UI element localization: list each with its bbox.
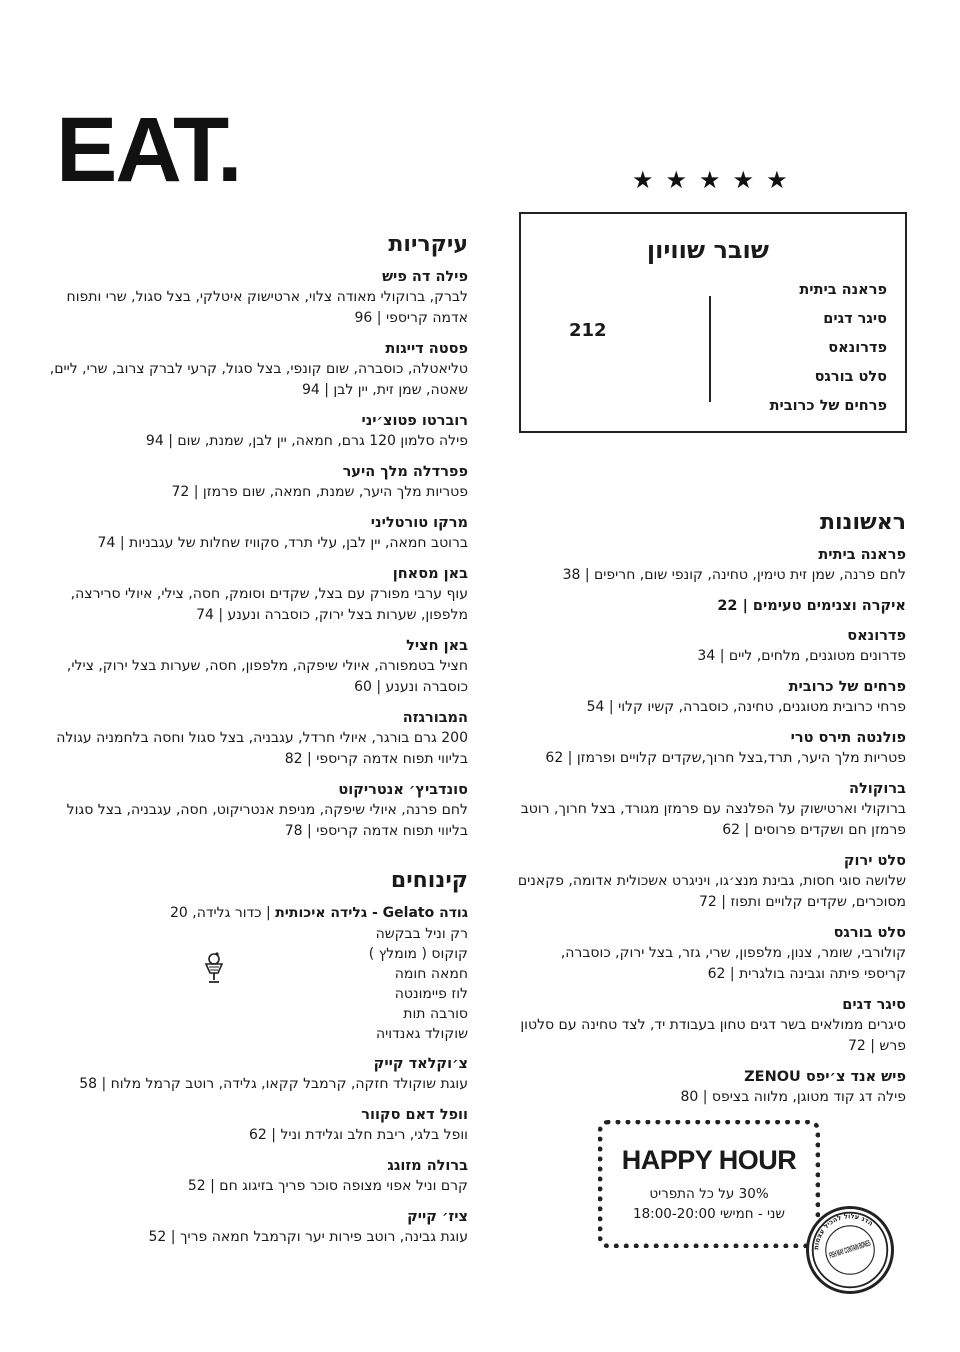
combo-price: 212 <box>569 320 607 341</box>
item-name: סלט ירוק <box>843 853 906 869</box>
menu-item <box>48 267 468 329</box>
combo-item: פדרונאס <box>828 340 887 356</box>
item-desc: פרחי כרובית מטוגנים, טחינה, כוסברה, קשיו קלוי | 54 <box>586 699 906 715</box>
gelato-flavor: רק וניל בבקשה <box>375 926 468 942</box>
menu-item <box>516 995 906 1057</box>
combo-item: פראנה ביתית <box>799 282 887 298</box>
combo-box <box>519 212 907 433</box>
badge-ring-text: הדג עלול להכיל עצמות <box>812 1212 875 1251</box>
item-desc: קרם וניל אפוי מצופה סוכר פריך בזיגוג חם | 52 <box>187 1178 468 1194</box>
rating-stars: ★★★★★ <box>632 166 800 194</box>
item-desc: שלושה סוגי חסות, גבינת מנצ׳גו, ויניגרט אשכולית אדומה, פקאנים מסוכרים, שקדים קלויים ותפוז | 72 <box>517 873 906 910</box>
item-desc: לחם פרנה, איולי שיפקה, מניפת אנטריקוט, חסה, עגבניה, בצל סגול בליווי תפוח אדמה קריספי | 78 <box>66 802 468 839</box>
item-name: רוברטו פטוצ׳יני <box>361 413 468 429</box>
combo-divider <box>709 296 711 402</box>
menu-item <box>516 677 906 718</box>
gelato-flavor: שוקולד גאנדויה <box>376 1026 468 1042</box>
combo-item: סיגר דגים <box>823 311 887 327</box>
item-name: סלט בורגס <box>833 925 906 941</box>
menu-item <box>48 513 468 554</box>
menu-item <box>516 851 906 913</box>
right-column <box>516 510 906 1118</box>
gelato-flavors <box>48 924 468 1044</box>
menu-item <box>48 1207 468 1248</box>
happy-hour-title: HAPPY HOUR <box>621 1145 797 1175</box>
item-name: צ׳וקלאד קייק <box>373 1056 468 1072</box>
menu-item <box>516 779 906 841</box>
menu-item <box>48 564 468 626</box>
item-desc: ברוטב חמאה, יין לבן, עלי תרד, סקוויז שחלות של עגבניות | 74 <box>97 535 468 551</box>
gelato-name: גודה Gelato - גלידה איכותית <box>275 905 468 921</box>
logo: EAT. <box>56 99 241 201</box>
item-name: מרקו טורטליני <box>370 515 468 531</box>
item-name: פילה דה פיש <box>382 269 468 285</box>
item-name: ציז׳ קייק <box>407 1209 468 1225</box>
menu-item <box>48 708 468 770</box>
item-name: המבורגזה <box>402 710 468 726</box>
item-name: באן חציל <box>406 638 468 654</box>
menu-item <box>48 1156 468 1197</box>
item-name: פראנה ביתית <box>818 547 906 563</box>
happy-hour-discount: 30% על כל התפריט <box>649 1186 769 1202</box>
item-name: פרחים של כרובית <box>788 679 906 695</box>
item-name: פפרדלה מלך היער <box>342 464 468 480</box>
item-name: וופל דאם סקוור <box>361 1107 468 1123</box>
item-name: פולנטה תירס טרי <box>790 730 906 746</box>
happy-hour-hours: שני - חמישי 18:00-20:00 <box>632 1206 785 1222</box>
menu-item <box>516 1067 906 1108</box>
fish-bones-badge-icon <box>806 1206 894 1294</box>
item-name: פסטה דייגות <box>385 341 468 357</box>
happy-hour-box <box>598 1120 820 1248</box>
desserts-title: קינוחים <box>390 868 468 893</box>
menu-item <box>48 636 468 698</box>
menu-item <box>48 339 468 401</box>
item-desc: 200 גרם בורגר, איולי חרדל, עגבניה, בצל סגול וחסה בלחמניה עגולה בליווי תפוח אדמה קריספי | 82 <box>56 730 468 767</box>
item-desc: לברק, ברוקולי מאודה צלוי, ארטישוק איטלקי, בצל סגול, שרי ותפוח אדמה קריספי | 96 <box>66 289 468 326</box>
item-desc: פדרונים מטוגנים, מלחים, ליים | 34 <box>697 648 906 664</box>
menu-item <box>516 626 906 667</box>
starters-title: ראשונות <box>819 510 906 535</box>
menu-item <box>516 728 906 769</box>
item-desc: עוף ערבי מפורק עם בצל, שקדים וסומק, חסה, צילי, איולי סרירצה, מלפפון, שערות בצל ירוק, כוסברה ונענע | 74 <box>70 586 468 623</box>
item-desc: ברוקולי וארטישוק על הפלנצה עם פרמזן מגורד, בצל חרוך, רוטב פרמזן חם ושקדים פרוסים | 62 <box>520 801 906 838</box>
item-name: ברולה מזוגג <box>387 1158 468 1174</box>
item-desc: עוגת גבינה, רוטב פירות יער וקרמבל חמאה פריך | 52 <box>148 1229 468 1245</box>
left-column <box>48 232 468 1258</box>
item-desc: פטריות מלך היער, תרד,בצל חרוך,שקדים קלויים ופרמזן | 62 <box>545 750 906 766</box>
item-desc: פטריות מלך היער, שמנת, חמאה, שום פרמזן | 72 <box>171 484 468 500</box>
mains-title: עיקריות <box>388 232 468 257</box>
item-name: באן מסאחן <box>392 566 468 582</box>
item-name: איקרה וצנימים טעימים | 22 <box>717 598 906 614</box>
item-desc: סיגרים ממולאים בשר דגים טחון בעבודת יד, לצד טחינה עם סלטון פרש | 72 <box>520 1017 906 1054</box>
menu-item <box>516 545 906 586</box>
gelato-flavor: סורבה תות <box>403 1006 468 1022</box>
menu-item <box>48 780 468 842</box>
menu-item <box>48 411 468 452</box>
item-desc: פילה סלמון 120 גרם, חמאה, יין לבן, שמנת, שום | 94 <box>145 433 468 449</box>
menu-item <box>516 923 906 985</box>
menu-item <box>48 1054 468 1095</box>
item-desc: טליאטלה, כוסברה, שום קונפי, בצל סגול, קרעי לברק צרוב, שרי, ליים, שאטה, שמן זית, יין לבן | 94 <box>49 361 468 398</box>
menu-item <box>48 462 468 503</box>
gelato-flavor: קוקוס ( מומלץ ) <box>368 946 468 962</box>
item-name: פיש אנד צ׳יפס ZENOU <box>744 1069 906 1085</box>
item-desc: חציל בטמפורה, איולי שיפקה, מלפפון, חסה, שערות בצל ירוק, צילי, כוסברה ונענע | 60 <box>66 658 468 695</box>
combo-item: סלט בורגס <box>814 369 887 385</box>
gelato-header <box>48 903 468 924</box>
item-name: פדרונאס <box>847 628 906 644</box>
combo-list <box>770 276 887 421</box>
gelato-flavor: חמאה חומה <box>394 966 468 982</box>
combo-item: פרחים של כרובית <box>769 398 887 414</box>
item-name: ברוקולה <box>849 781 906 797</box>
item-desc: קולורבי, שומר, צנון, מלפפון, שרי, גזר, בצל ירוק, כוסברה, קריספי פיתה וגבינה בולגרית | 62 <box>560 945 906 982</box>
ice-cream-sundae-icon <box>203 951 225 985</box>
item-desc: פילה דג קוד מטוגן, מלווה בציפס | 80 <box>680 1089 906 1105</box>
gelato-price: | כדור גלידה, 20 <box>170 905 271 921</box>
menu-item <box>516 596 906 616</box>
item-name: סיגר דגים <box>842 997 906 1013</box>
item-desc: וופל בלגי, ריבת חלב וגלידת וניל | 62 <box>249 1127 468 1143</box>
gelato-item <box>48 903 468 1044</box>
item-desc: לחם פרנה, שמן זית טימין, טחינה, קונפי שום, חריפים | 38 <box>562 567 906 583</box>
combo-title: שובר שוויון <box>646 236 769 264</box>
menu-item <box>48 1105 468 1146</box>
item-desc: עוגת שוקולד חזקה, קרמבל קקאו, גלידה, רוטב קרמל מלוח | 58 <box>79 1076 468 1092</box>
gelato-flavor: לוז פיימונטה <box>394 986 468 1002</box>
item-name: סונדביץ׳ אנטריקוט <box>338 782 468 798</box>
